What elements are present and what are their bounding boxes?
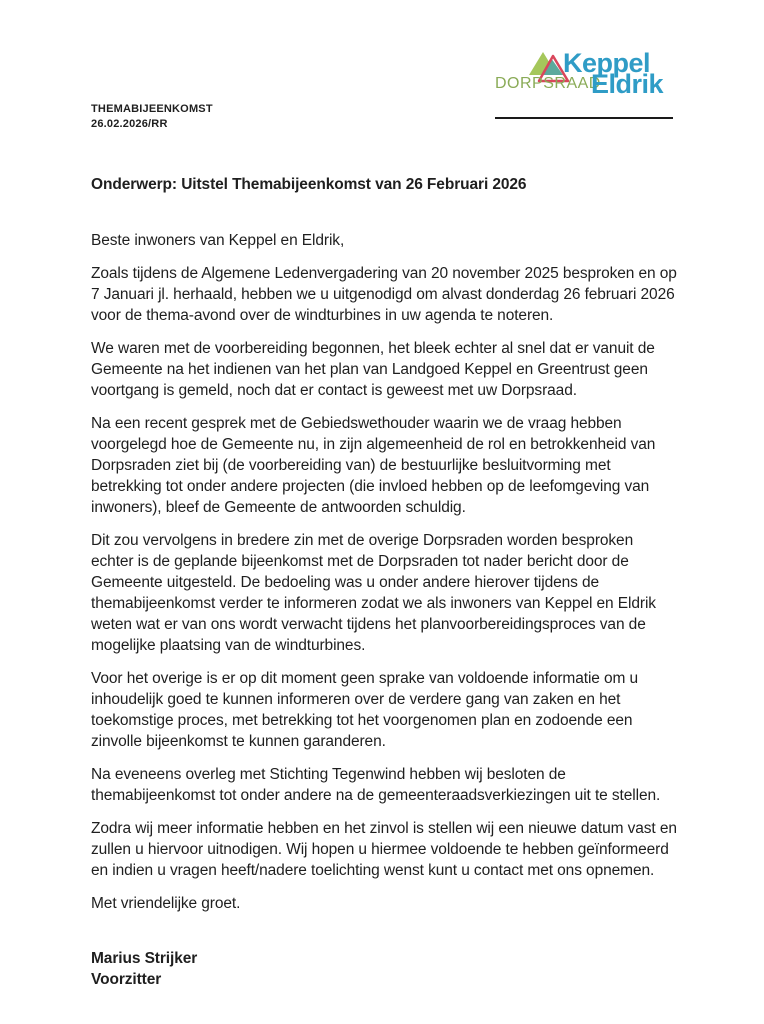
subject-line: Onderwerp: Uitstel Themabijeenkomst van 26 Februari 2026 (91, 176, 527, 193)
logo-name-line1: Keppel (563, 48, 651, 78)
closing: Met vriendelijke groet. (91, 895, 241, 912)
logo-underline (495, 117, 673, 119)
paragraph-4: Dit zou vervolgens in bredere zin met de overige Dorpsraden worden besproken echter is de geplande bijeenkomst met de Dorpsraden tot nader bericht door de Gemeente uitgesteld. De bedoeling was u onder andere hierover tijdens de themabijeenkomst verder te informeren zodat we als inwoners van Keppel en Eldrik weten wat er van ons wordt verwacht tijdens het planvoorbereidingsproces van de mogelijke plaatsing van de windturbines. (91, 532, 656, 654)
salutation: Beste inwoners van Keppel en Eldrik, (91, 232, 345, 249)
reference-line-1: THEMABIJEENKOMST (91, 103, 213, 115)
paragraph-5: Voor het overige is er op dit moment geen sprake van voldoende informatie om u inhoudelijk goed te kunnen informeren over de verdere gang van zaken en het toekomstige proces, met betrekking tot het voorgenomen plan en zodoende een zinvolle bijeenkomst te kunnen garanderen. (91, 670, 639, 750)
paragraph-1: Zoals tijdens de Algemene Ledenvergadering van 20 november 2025 besproken en op 7 Januari jl. herhaald, hebben we u uitgenodigd om alvast donderdag 26 februari 2026 voor de thema-avond over de windturbines in uw agenda te noteren. (91, 265, 677, 324)
logo-name-line2: Eldrik (591, 69, 664, 99)
logo-org-text: DORPSRAAD (495, 75, 601, 92)
reference-block (91, 102, 213, 132)
signature-block (91, 948, 677, 990)
reference-line-2: 26.02.2026/RR (91, 118, 168, 130)
paragraph-2: We waren met de voorbereiding begonnen, het bleek echter al snel dat er vanuit de Gemeente na het indienen van het plan van Landgoed Keppel en Greentrust geen voortgang is gemeld, noch dat er contact is geweest met uw Dorpsraad. (91, 340, 655, 399)
org-logo (495, 45, 675, 125)
signature-name: Marius Strijker (91, 950, 198, 967)
paragraph-6: Na eveneens overleg met Stichting Tegenwind hebben wij besloten de themabijeenkomst tot onder andere na de gemeenteraadsverkiezingen uit te stellen. (91, 766, 661, 804)
paragraph-7: Zodra wij meer informatie hebben en het zinvol is stellen wij een nieuwe datum vast en zullen u hiervoor uitnodigen. Wij hopen u hiermee voldoende te hebben geïnformeerd en indien u vragen heeft/nadere toelichting wenst kunt u contact met ons opnemen. (91, 820, 677, 879)
paragraph-3: Na een recent gesprek met de Gebiedswethouder waarin we de vraag hebben voorgelegd hoe de Gemeente nu, in zijn algemeenheid de rol en betrokkenheid van Dorpsraden ziet bij (de voorbereiding van) de bestuurlijke besluitvorming met betrekking tot onder andere projecten (die invloed hebben op de leefomgeving van inwoners), bleef de Gemeente de antwoorden schuldig. (91, 415, 656, 516)
letter-body (91, 174, 677, 990)
signature-title: Voorzitter (91, 971, 162, 988)
